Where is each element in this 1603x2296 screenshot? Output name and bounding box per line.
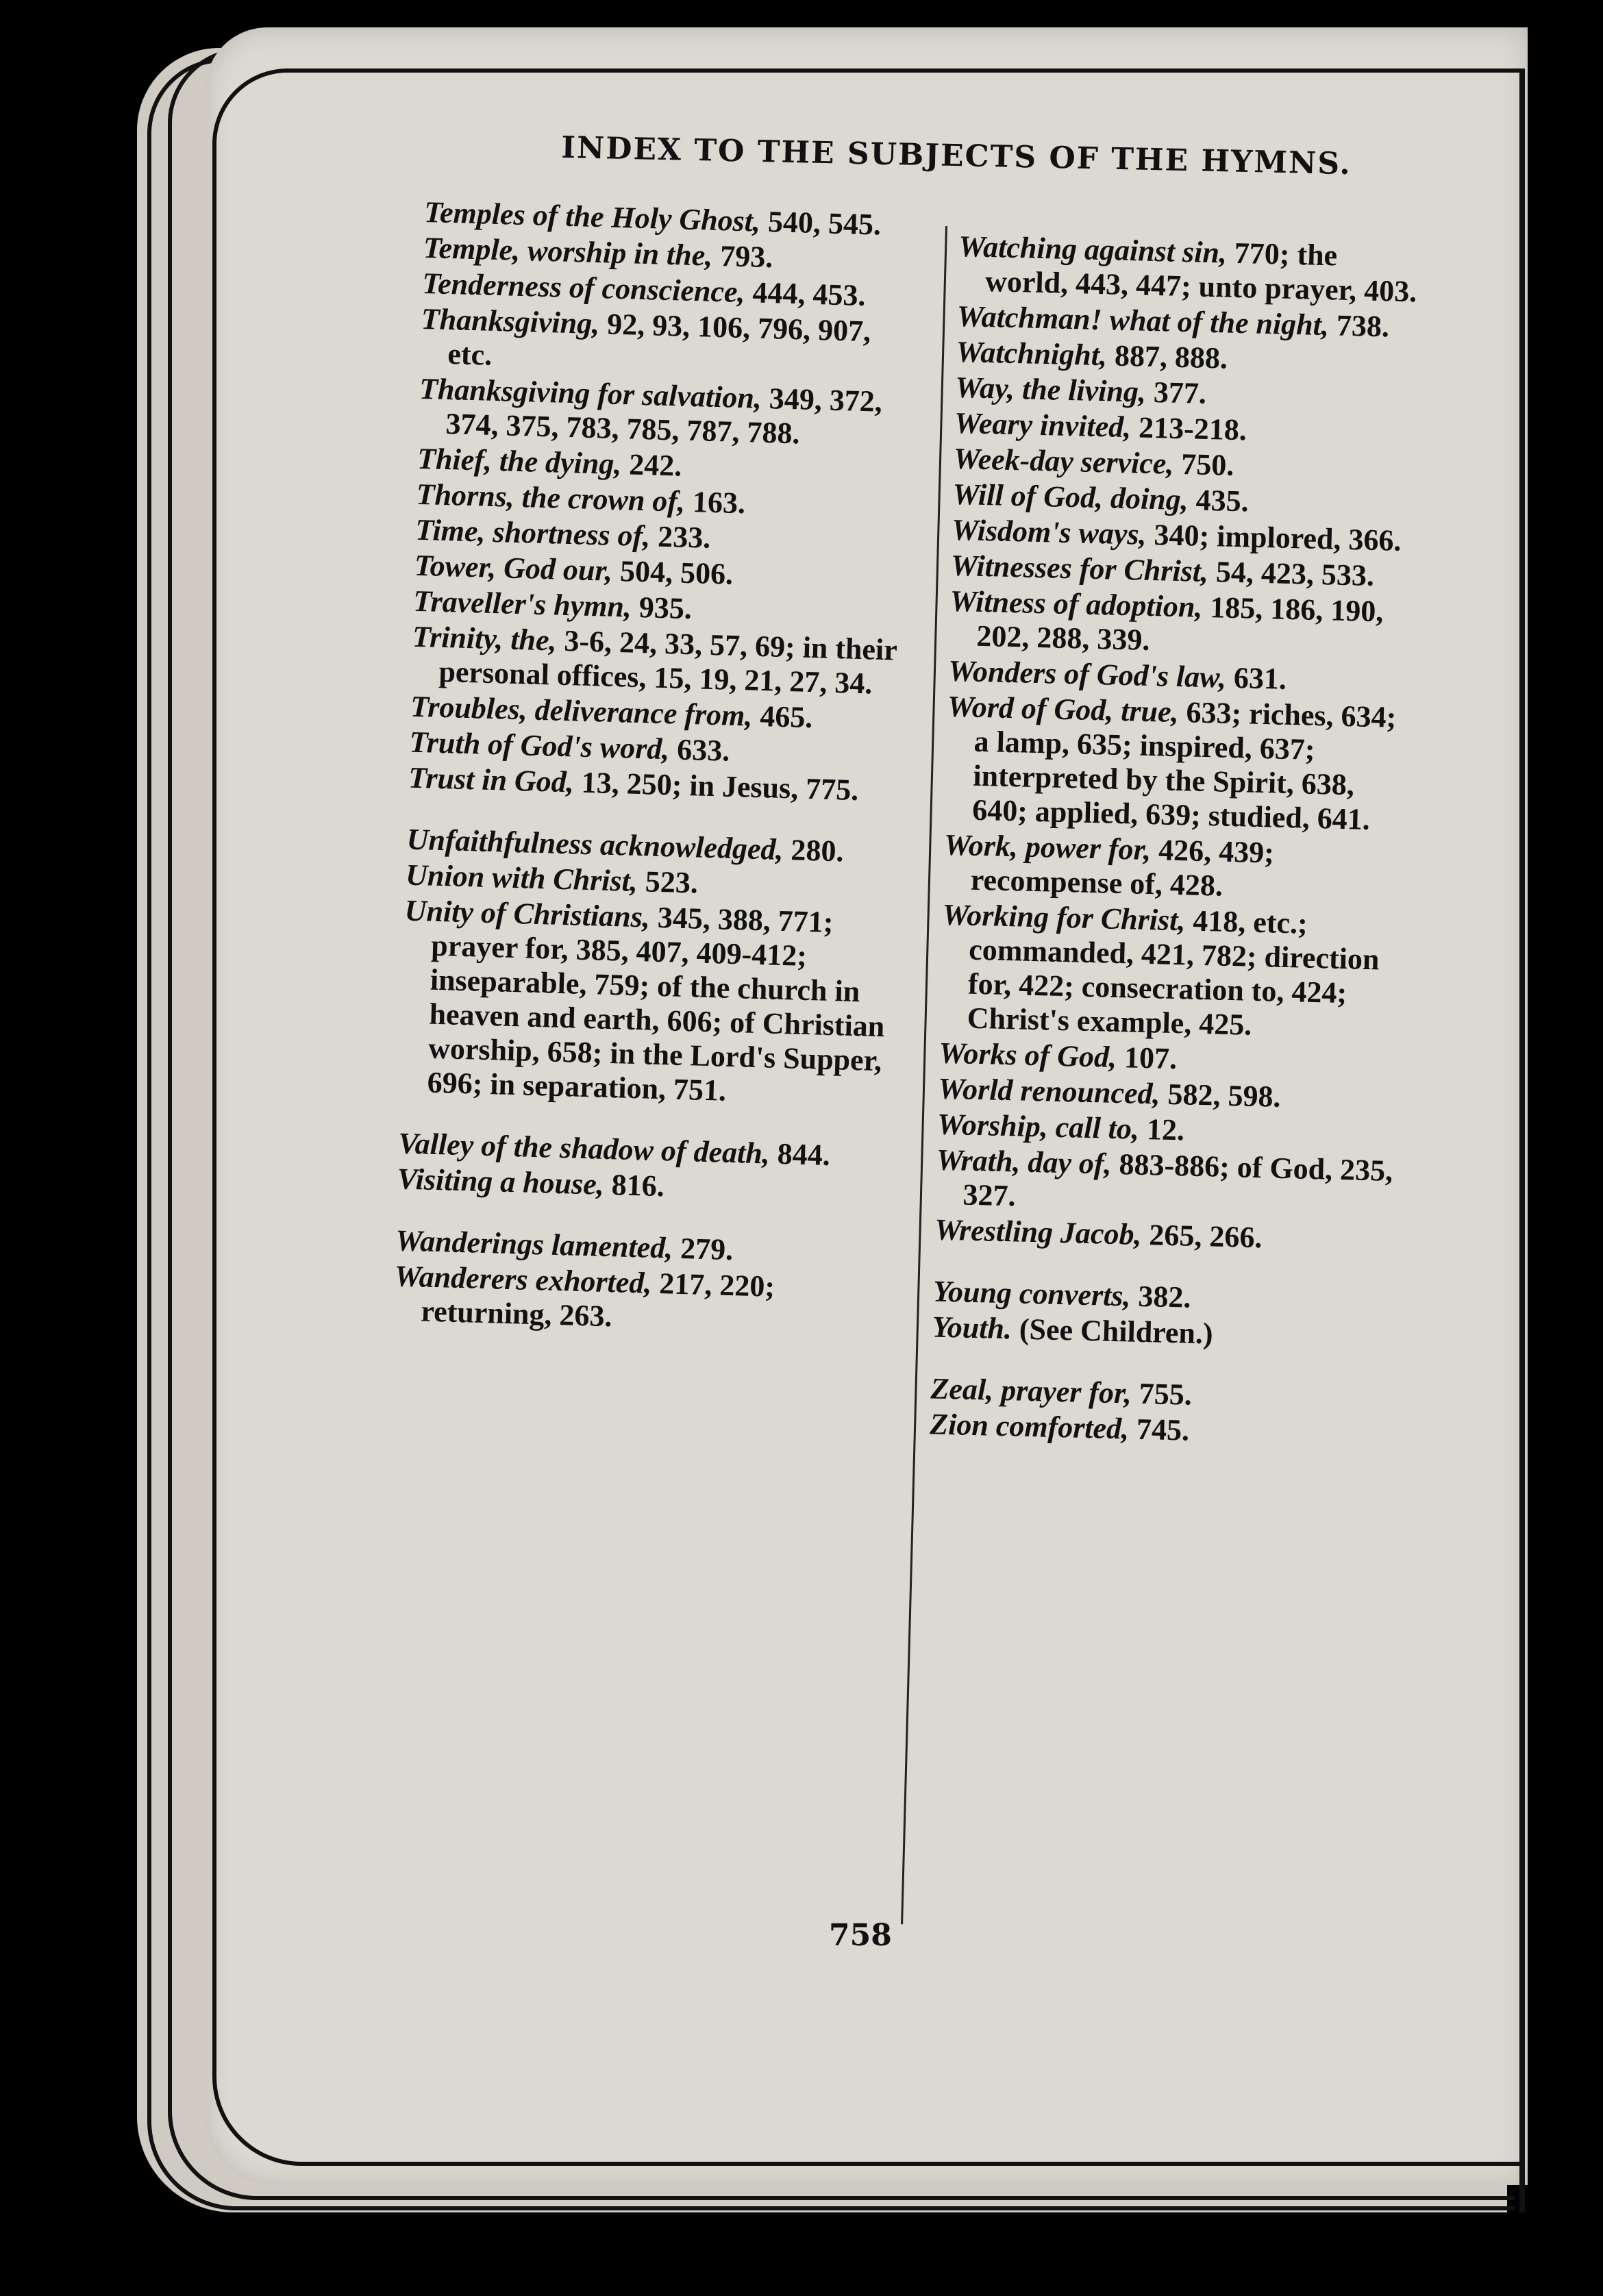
index-references: 213-218.	[1138, 410, 1247, 447]
index-entry	[399, 894, 898, 1113]
index-references: 504, 506.	[619, 554, 734, 591]
index-subject: Wrestling Jacob,	[934, 1212, 1143, 1251]
scan-background-strip	[1528, 0, 1603, 2296]
index-subject: Zeal, prayer for,	[930, 1371, 1132, 1410]
index-references: 816.	[611, 1168, 665, 1203]
index-entry	[943, 828, 1410, 908]
index-column-left	[393, 195, 918, 1343]
index-references: 345, 388, 771; prayer for, 385, 407, 409-412; inseparable, 759; of the church in heaven and earth, 606; of Christian worship, 658; in the Lord's Supper, 696; in separation, 751.	[427, 900, 885, 1108]
index-column-right	[930, 229, 1425, 1454]
index-references: 770; the world, 443, 447; unto prayer, 403.	[984, 236, 1417, 309]
index-subject: Zion comforted,	[929, 1407, 1130, 1446]
index-references: 233.	[657, 519, 711, 555]
index-subject: Unity of Christians,	[404, 893, 651, 934]
index-subject: Witness of adoption,	[949, 584, 1203, 624]
index-subject: Time, shortness of,	[414, 512, 651, 553]
index-subject: Will of God, doing,	[952, 477, 1189, 517]
index-subject: Traveller's hymn,	[412, 584, 632, 624]
index-subject: Work, power for,	[943, 827, 1152, 867]
index-subject: Truth of God's word,	[409, 725, 671, 766]
index-subject: Unfaithfulness acknowledged,	[406, 822, 784, 866]
index-references: 382.	[1137, 1279, 1192, 1314]
index-subject: Way, the living,	[954, 370, 1147, 409]
index-references: 755.	[1139, 1376, 1193, 1412]
index-entry	[939, 898, 1408, 1047]
index-subject: Temples of the Holy Ghost,	[423, 195, 761, 238]
index-entry	[945, 690, 1414, 838]
index-references: 523.	[645, 864, 699, 900]
index-subject: Thanksgiving,	[421, 301, 600, 341]
index-references: 280.	[790, 833, 845, 869]
index-references: (See Children.)	[1019, 1312, 1214, 1351]
index-references: 185, 186, 190, 202, 288, 339.	[976, 590, 1384, 657]
index-references: 12.	[1146, 1112, 1185, 1147]
index-subject: Tower, God our,	[414, 548, 613, 588]
index-subject: Youth.	[932, 1310, 1012, 1346]
index-references: 793.	[719, 239, 773, 275]
index-references: 750.	[1180, 447, 1234, 482]
index-references: 107.	[1123, 1040, 1178, 1076]
index-subject: Thanksgiving for salvation,	[419, 371, 762, 415]
index-references: 92, 93, 106, 796, 907, etc.	[447, 307, 871, 372]
index-entry	[393, 1259, 889, 1341]
index-references: 540, 545.	[767, 205, 882, 242]
index-entry	[420, 302, 915, 384]
index-references: 340; implored, 366.	[1154, 518, 1402, 558]
index-subject: Watchnight,	[956, 334, 1108, 373]
index-references: 745.	[1136, 1412, 1190, 1447]
index-subject: Troubles, deliverance from,	[410, 689, 754, 733]
index-references: 377.	[1153, 375, 1207, 410]
index-subject: Tenderness of conscience,	[421, 266, 746, 310]
index-subject: Watchman! what of the night,	[956, 299, 1330, 342]
index-entry	[949, 584, 1416, 664]
index-references: 242.	[628, 447, 683, 483]
page-right-rule	[1519, 68, 1525, 2212]
index-references: 435.	[1195, 483, 1250, 519]
index-subject: Working for Christ,	[941, 897, 1186, 938]
index-references: 935.	[638, 590, 693, 626]
index-subject: Thief, the dying,	[417, 441, 623, 482]
index-subject: Thorns, the crown of,	[416, 477, 686, 519]
index-entry	[958, 229, 1425, 310]
index-subject: Valley of the shadow of death,	[397, 1126, 771, 1171]
index-references: 465.	[759, 699, 814, 735]
index-references: 349, 372, 374, 375, 783, 785, 787, 788.	[445, 382, 883, 451]
index-references: 582, 598.	[1167, 1077, 1282, 1114]
index-subject: Visiting a house,	[397, 1162, 605, 1201]
index-references: 265, 266.	[1148, 1218, 1263, 1255]
index-subject: Wisdom's ways,	[951, 512, 1147, 551]
index-references: 13, 250; in Jesus, 775.	[581, 765, 859, 808]
index-references: 844.	[777, 1136, 831, 1173]
index-entry	[418, 372, 913, 454]
index-references: 444, 453.	[751, 275, 867, 313]
index-references: 887, 888.	[1114, 338, 1228, 375]
index-subject: Works of God,	[939, 1036, 1117, 1074]
index-references: 883-886; of God, 235, 327.	[962, 1147, 1393, 1213]
index-subject: Young converts,	[932, 1274, 1132, 1313]
index-references: 633.	[676, 732, 730, 768]
index-references: 418, etc.; commanded, 421, 782; direction for, 422; consecration to, 424; Christ's example, 425.	[967, 903, 1380, 1042]
index-references: 738.	[1336, 308, 1390, 344]
index-subject: Worship, call to,	[936, 1107, 1140, 1146]
index-subject: Wanderers exhorted,	[394, 1259, 653, 1300]
index-references: 633; riches, 634; a lamp, 635; inspired, 637; interpreted by the Spirit, 638, 640; applied, 639; studied, 641.	[971, 695, 1397, 836]
index-subject: Wonders of God's law,	[947, 653, 1227, 695]
index-subject: Wanderings lamented,	[395, 1223, 673, 1265]
index-subject: Week-day service,	[953, 441, 1175, 481]
index-subject: Union with Christ,	[405, 858, 638, 899]
index-references: 163.	[692, 485, 746, 521]
index-subject: Weary invited,	[954, 405, 1132, 445]
index-references: 54, 423, 533.	[1215, 555, 1375, 592]
page-number: 758	[829, 1918, 892, 1953]
index-subject: Word of God, true,	[947, 689, 1180, 729]
index-subject: World renounced,	[937, 1071, 1161, 1111]
index-references: 279.	[680, 1232, 734, 1267]
index-references: 631.	[1233, 660, 1287, 696]
index-entry	[935, 1143, 1402, 1223]
index-subject: Wrath, day of,	[936, 1143, 1113, 1181]
index-references: 217, 220; returning, 263.	[420, 1266, 775, 1334]
index-entry	[411, 620, 906, 702]
index-subject: Watching against sin,	[958, 229, 1228, 270]
index-subject: Witnesses for Christ,	[950, 548, 1209, 589]
page-header: INDEX TO THE SUBJECTS OF THE HYMNS.	[560, 130, 1352, 182]
index-subject: Temple, worship in the,	[423, 230, 713, 273]
index-subject: Trinity, the,	[412, 619, 558, 658]
index-subject: Trust in God,	[408, 760, 575, 799]
index-references: 3-6, 24, 33, 57, 69; in their personal offices, 15, 19, 21, 27, 34.	[438, 623, 897, 701]
index-references: 426, 439; recompense of, 428.	[970, 833, 1275, 903]
